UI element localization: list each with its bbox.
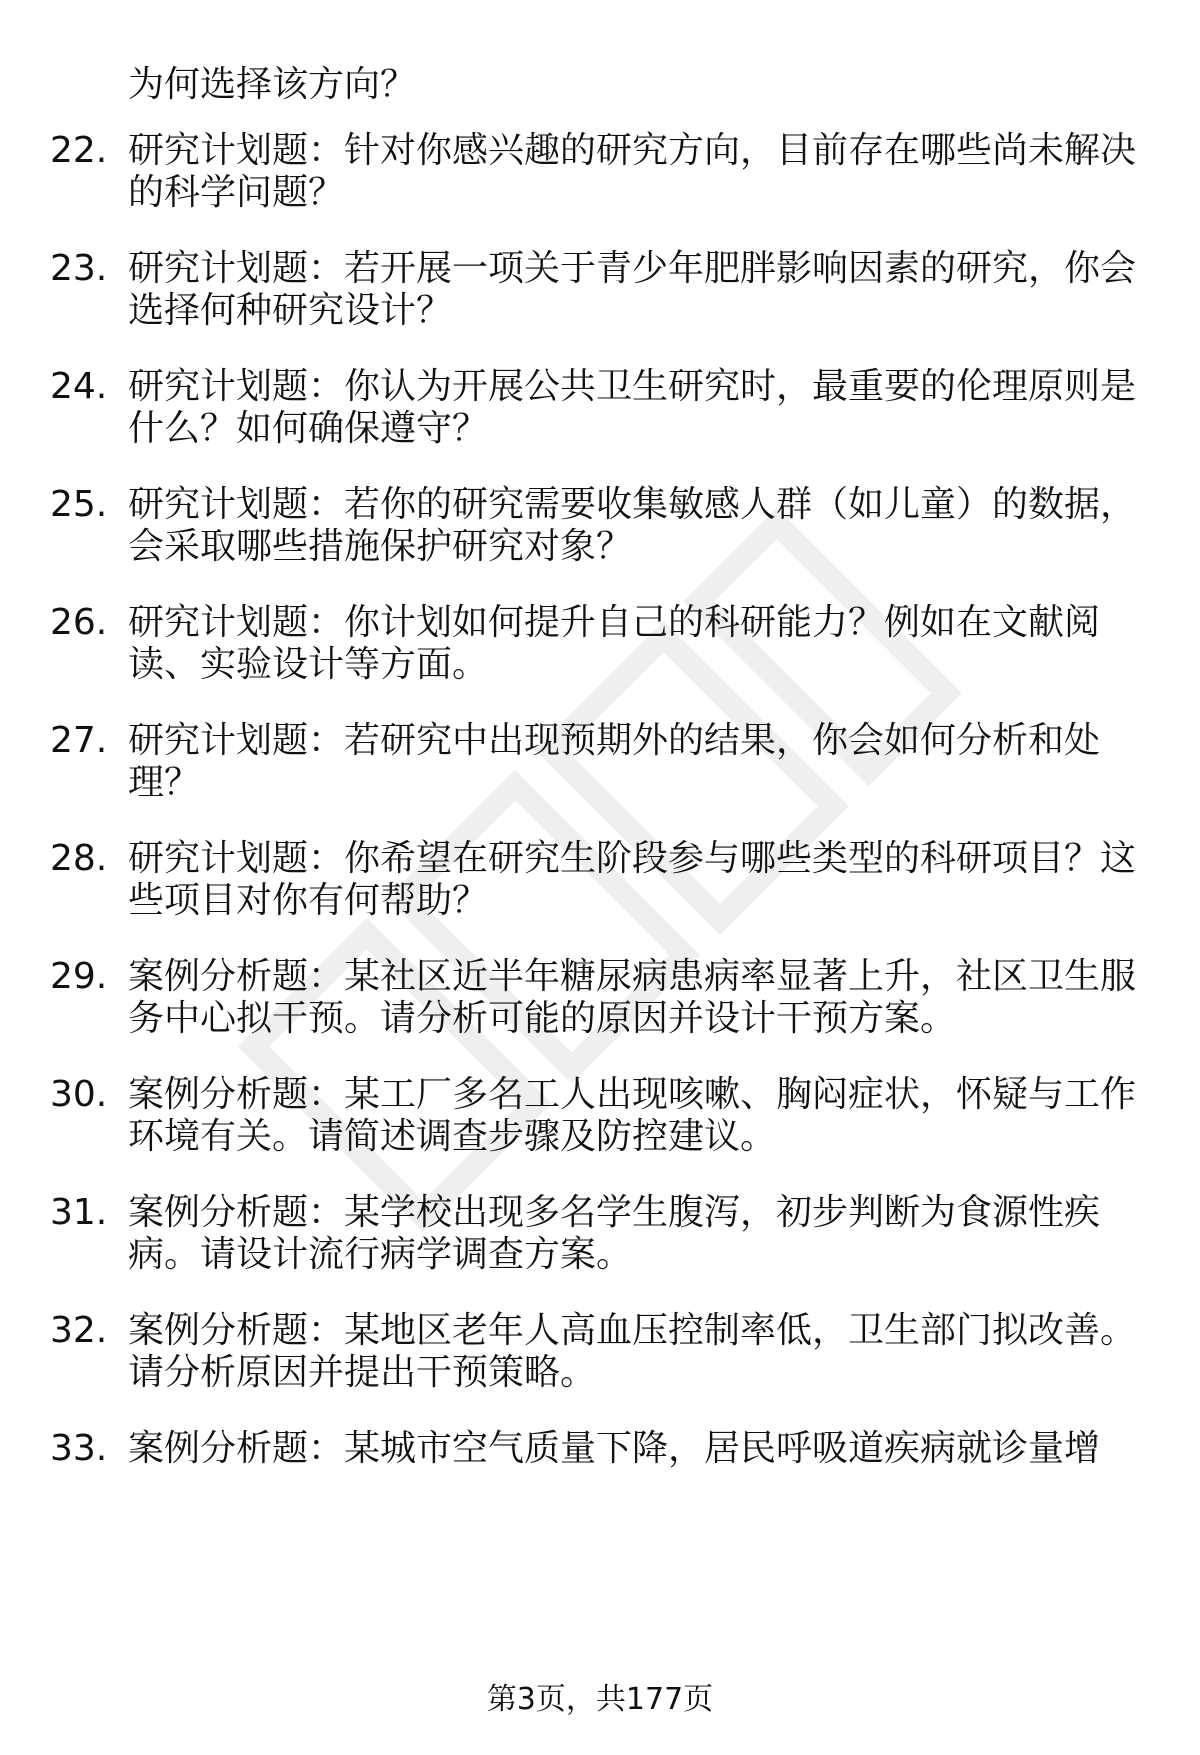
question-number: 23. [50, 248, 108, 289]
question-text-line-1: 研究计划题：针对你感兴趣的研究方向，目前存在哪些尚未解决 [128, 130, 1137, 171]
question-number: 25. [50, 484, 108, 525]
question-text-line-2: 些项目对你有何帮助？ [128, 880, 489, 921]
question-text-line-2: 务中心拟干预。请分析可能的原因并设计干预方案。 [128, 998, 957, 1039]
question-number: 28. [50, 838, 108, 879]
question-number: 33. [50, 1428, 108, 1469]
question-text-line-2: 环境有关。请简述调查步骤及防控建议。 [128, 1116, 777, 1157]
question-text-line-2: 会采取哪些措施保护研究对象？ [128, 526, 633, 567]
question-number: 30. [50, 1074, 108, 1115]
question-number: 32. [50, 1310, 108, 1351]
question-number: 24. [50, 366, 108, 407]
question-text-line-1: 案例分析题：某工厂多名工人出现咳嗽、胸闷症状，怀疑与工作 [128, 1074, 1137, 1115]
question-text-line-2: 请分析原因并提出干预策略。 [128, 1352, 597, 1393]
question-text-line-1: 研究计划题：你计划如何提升自己的科研能力？例如在文献阅 [128, 602, 1101, 643]
question-text-line-2: 病。请设计流行病学调查方案。 [128, 1234, 633, 1275]
question-number: 29. [50, 956, 108, 997]
question-text-line-1: 案例分析题：某社区近半年糖尿病患病率显著上升，社区卫生服 [128, 956, 1137, 997]
question-text-line-2: 理？ [128, 762, 201, 803]
question-number: 26. [50, 602, 108, 643]
question-text-line-1: 研究计划题：若你的研究需要收集敏感人群（如儿童）的数据， [128, 484, 1137, 525]
question-number: 31. [50, 1192, 108, 1233]
question-text-line-1: 研究计划题：若开展一项关于青少年肥胖影响因素的研究，你会 [128, 248, 1137, 289]
question-number: 22. [50, 130, 108, 171]
question-number: 27. [50, 720, 108, 761]
question-text-line-2: 选择何种研究设计？ [128, 290, 453, 331]
question-text-line-2: 什么？如何确保遵守？ [128, 408, 489, 449]
continuation-line: 为何选择该方向？ [128, 64, 417, 105]
question-text-line-1: 研究计划题：你希望在研究生阶段参与哪些类型的科研项目？这 [128, 838, 1137, 879]
question-text-line-1: 案例分析题：某学校出现多名学生腹泻，初步判断为食源性疾 [128, 1192, 1101, 1233]
question-text-line-1: 案例分析题：某城市空气质量下降，居民呼吸道疾病就诊量增 [128, 1428, 1101, 1469]
question-text-line-2: 读、实验设计等方面。 [128, 644, 489, 685]
question-text-line-1: 研究计划题：你认为开展公共卫生研究时，最重要的伦理原则是 [128, 366, 1137, 407]
question-text-line-1: 研究计划题：若研究中出现预期外的结果，你会如何分析和处 [128, 720, 1101, 761]
question-text-line-2: 的科学问题？ [128, 172, 345, 213]
page-footer: 第3页，共177页 [486, 1682, 714, 1717]
question-text-line-1: 案例分析题：某地区老年人高血压控制率低，卫生部门拟改善。 [128, 1310, 1137, 1351]
